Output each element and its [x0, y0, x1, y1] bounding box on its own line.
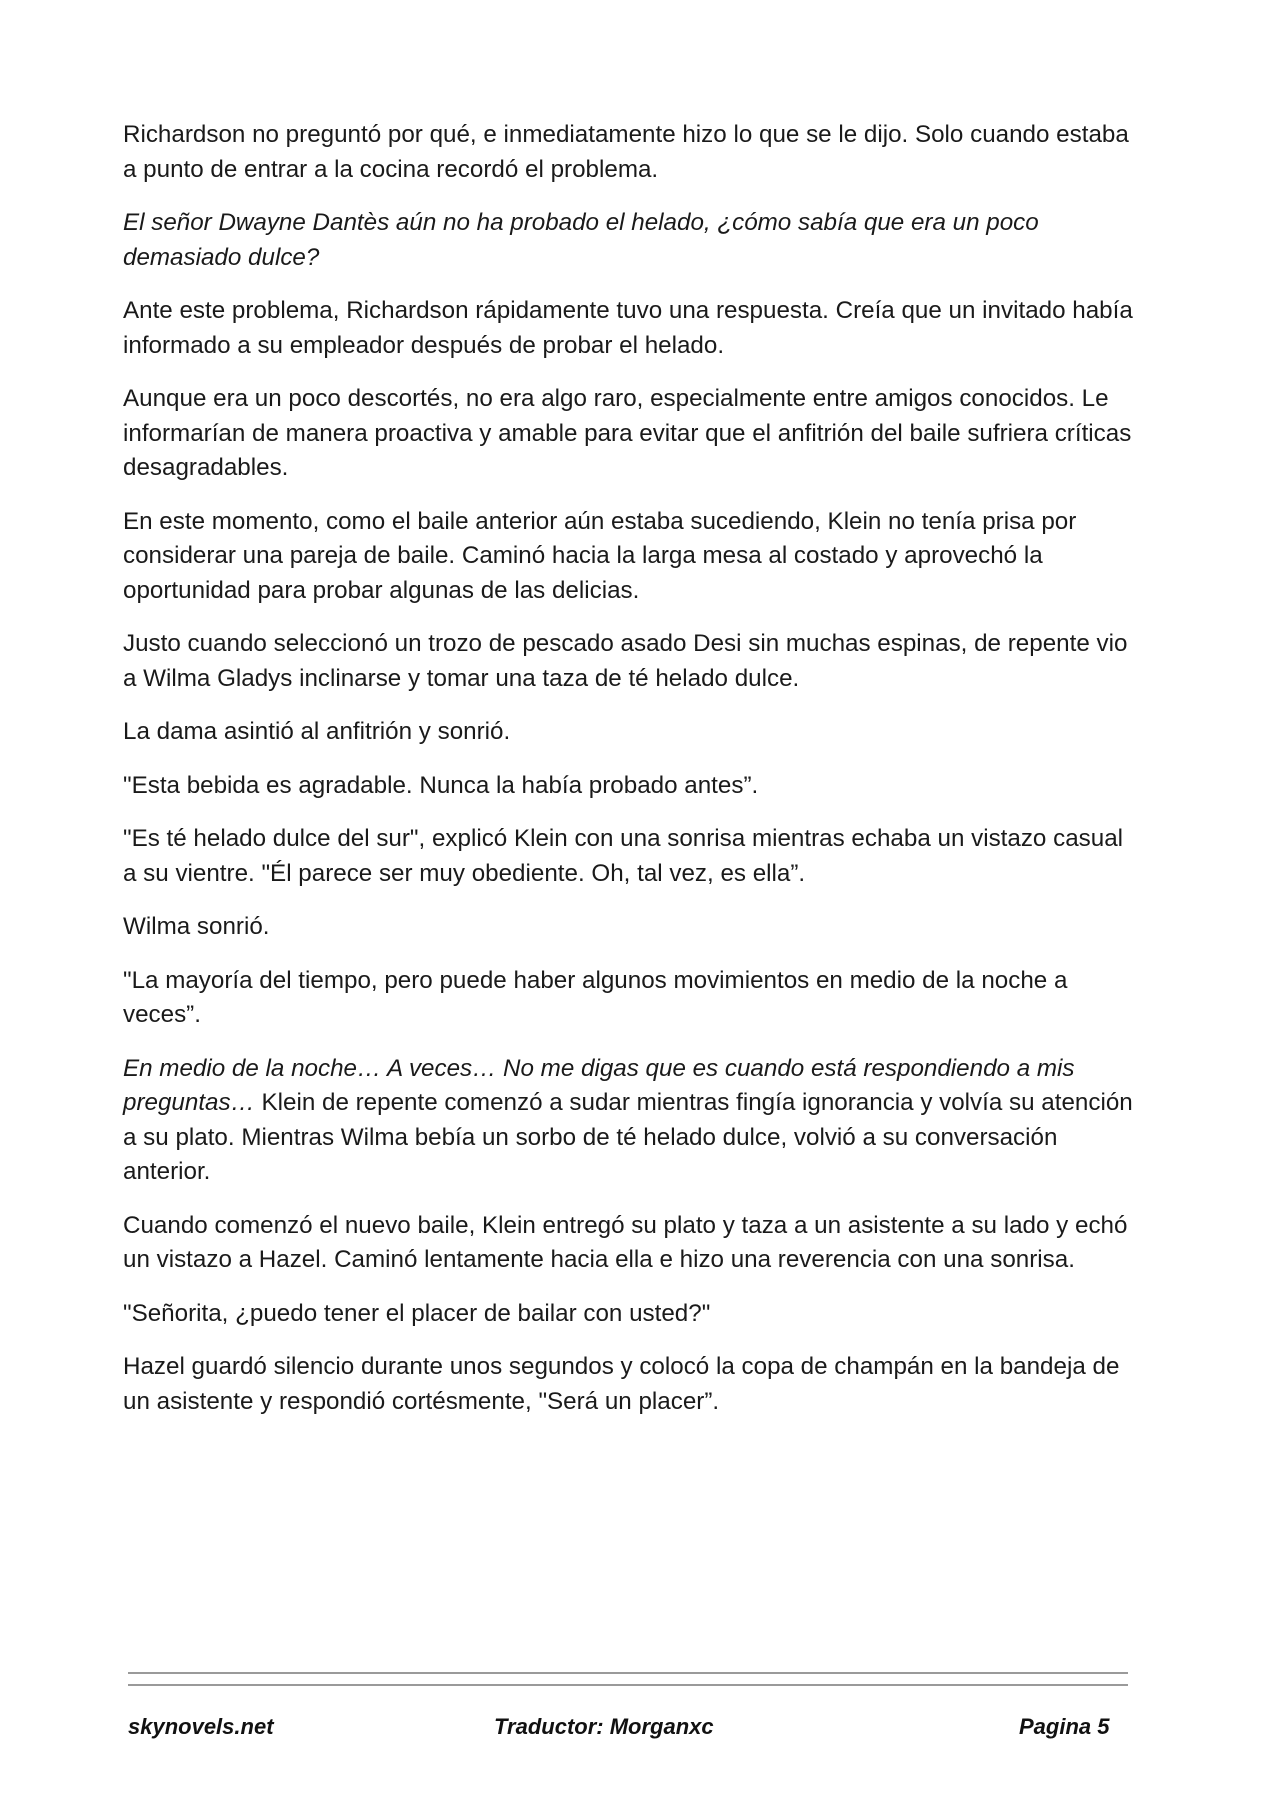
paragraph-4: Aunque era un poco descortés, no era algo raro, especialmente entre amigos conocidos. Le informarían de manera proactiva y amable para evitar que el anfitrión del baile sufriera críticas desagradables.: [123, 385, 1132, 481]
footer-site-link[interactable]: skynovels.net: [128, 1714, 274, 1739]
paragraph-7: La dama asintió al anfitrión y sonrió.: [123, 718, 511, 745]
paragraph-12-text: Klein de repente comenzó a sudar mientras fingía ignorancia y volvía su atención a su plato. Mientras Wilma bebía un sorbo de té helado dulce, volvió a su conversación anterior.: [123, 1089, 1133, 1185]
paragraph-12-italic: En medio de la noche… A veces… No me digas que es cuando está respondiendo a mis preguntas…: [123, 1054, 1075, 1116]
paragraph-13: Cuando comenzó el nuevo baile, Klein entregó su plato y taza a un asistente a su lado y echó un vistazo a Hazel. Caminó lentamente hacia ella e hizo una reverencia con una sonrisa.: [123, 1211, 1128, 1273]
paragraph-9: "Es té helado dulce del sur", explicó Klein con una sonrisa mientras echaba un vistazo casual a su vientre. "Él parece ser muy obediente. Oh, tal vez, es ella”.: [123, 825, 1124, 887]
body-text: [123, 118, 1133, 1438]
paragraph-1: Richardson no preguntó por qué, e inmediatamente hizo lo que se le dijo. Solo cuando estaba a punto de entrar a la cocina recordó el problema.: [123, 121, 1129, 183]
paragraph-10: Wilma sonrió.: [123, 913, 270, 940]
paragraph-15: Hazel guardó silencio durante unos segundos y colocó la copa de champán en la bandeja de un asistente y respondió cortésmente, "Será un placer”.: [123, 1353, 1120, 1415]
paragraph-8: "Esta bebida es agradable. Nunca la había probado antes”.: [123, 771, 759, 799]
footer-translator: Traductor: Morganxc: [494, 1714, 714, 1739]
paragraph-5: En este momento, como el baile anterior aún estaba sucediendo, Klein no tenía prisa por considerar una pareja de baile. Caminó hacia la larga mesa al costado y aprovechó la oportunidad para probar algunas de las delicias.: [123, 507, 1077, 604]
footer-page-number: Pagina 5: [1019, 1714, 1110, 1739]
paragraph-14: "Señorita, ¿puedo tener el placer de bailar con usted?": [123, 1299, 711, 1327]
footer-divider-bottom: [128, 1684, 1128, 1686]
paragraph-3: Ante este problema, Richardson rápidamente tuvo una respuesta. Creía que un invitado había informado a su empleador después de probar el helado.: [123, 297, 1133, 359]
paragraph-11: "La mayoría del tiempo, pero puede haber algunos movimientos en medio de la noche a veces”.: [123, 966, 1068, 1028]
footer-divider-top: [128, 1672, 1128, 1674]
paragraph-12: [123, 1052, 1133, 1190]
paragraph-6: Justo cuando seleccionó un trozo de pescado asado Desi sin muchas espinas, de repente vio a Wilma Gladys inclinarse y tomar una taza de té helado dulce.: [123, 630, 1128, 692]
paragraph-2: El señor Dwayne Dantès aún no ha probado el helado, ¿cómo sabía que era un poco demasiado dulce?: [123, 209, 1039, 271]
